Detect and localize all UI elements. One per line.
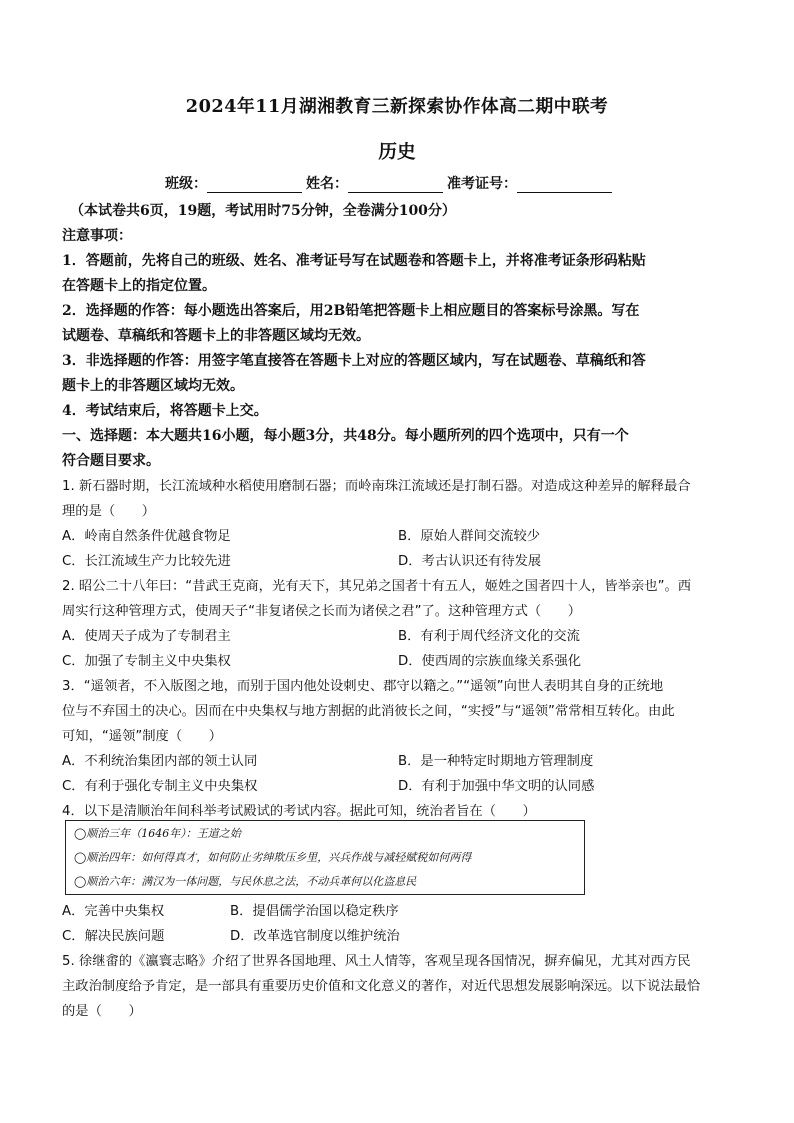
notice-title: 注意事项： bbox=[62, 228, 132, 244]
question-stem: 5. 徐继畬的《瀛寰志略》介绍了世界各国地理、风土人情等，客观呈现各国情况，摒弃偏见，尤其对西方民 bbox=[62, 954, 691, 969]
name-blank[interactable] bbox=[348, 177, 443, 193]
option-a: A．不利统治集团内部的领土认同 bbox=[62, 754, 258, 769]
source-line: ◯顺治六年：满汉为一体问题，与民休息之法，不动兵革何以化盗息民 bbox=[74, 875, 417, 888]
option-c: C．有利于强化专制主义中央集权 bbox=[62, 779, 258, 794]
option-b: B．是一种特定时期地方管理制度 bbox=[398, 754, 594, 769]
option-d: D．考古认识还有待发展 bbox=[398, 554, 542, 569]
option-b: B．原始人群间交流较少 bbox=[398, 529, 541, 544]
notice-line: 1．答题前，先将自己的班级、姓名、准考证号写在试题卷和答题卡上，并将准考证条形码粘贴 bbox=[62, 253, 646, 269]
notice-line: 试题卷、草稿纸和答题卡上的非答题区域均无效。 bbox=[62, 328, 370, 344]
source-line: ◯顺治三年（1646年）：王道之始 bbox=[74, 827, 241, 840]
option-d: D．有利于加强中华文明的认同感 bbox=[398, 779, 595, 794]
option-a: A．完善中央集权 bbox=[62, 904, 165, 919]
option-b: B．有利于周代经济文化的交流 bbox=[398, 629, 580, 644]
option-c: C．长江流域生产力比较先进 bbox=[62, 554, 231, 569]
option-c: C．加强了专制主义中央集权 bbox=[62, 654, 231, 669]
source-line: ◯顺治四年：如何得真才，如何防止劣绅欺压乡里，兴兵作战与减轻赋税如何两得 bbox=[74, 851, 472, 864]
section-heading: 一、选择题：本大题共16小题，每小题3分，共48分。每小题所列的四个选项中，只有一个 bbox=[62, 428, 629, 444]
notice-line: 题卡上的非答题区域均无效。 bbox=[62, 378, 244, 394]
name-label: 姓名： bbox=[306, 176, 348, 192]
question-stem: 4．以下是清顺治年间科举考试殿试的考试内容。据此可知，统治者旨在（ ） bbox=[62, 804, 536, 819]
question-stem: 位与不弃国土的决心。因而在中央集权与地方割据的此消彼长之间，“实授”与“遥领”常常相互转化。由此 bbox=[62, 704, 675, 719]
class-label: 班级： bbox=[165, 176, 207, 192]
option-d: D．使西周的宗族血缘关系强化 bbox=[398, 654, 582, 669]
question-stem: 2. 昭公二十八年曰：“昔武王克商，光有天下，其兄弟之国者十有五人，姬姓之国者四十人，皆举亲也”。西 bbox=[62, 579, 692, 594]
question-stem: 主政治制度给予肯定，是一部具有重要历史价值和文化意义的著作，对近代思想发展影响深远。以下说法最恰 bbox=[62, 979, 701, 994]
section-heading: 符合题目要求。 bbox=[62, 453, 160, 469]
exam-no-blank[interactable] bbox=[517, 177, 612, 193]
question-stem: 的是（ ） bbox=[62, 1004, 142, 1019]
option-b: B．提倡儒学治国以稳定秩序 bbox=[230, 904, 399, 919]
notice-line: 2．选择题的作答：每小题选出答案后，用2B铅笔把答题卡上相应题目的答案标号涂黑。写在 bbox=[62, 303, 640, 319]
option-d: D．改革选官制度以维护统治 bbox=[230, 929, 400, 944]
question-stem: 理的是（ ） bbox=[62, 504, 156, 519]
source-material-box bbox=[65, 820, 585, 895]
notice-line: 3．非选择题的作答：用签字笔直接答在答题卡上对应的答题区域内，写在试题卷、草稿纸和答 bbox=[62, 353, 646, 369]
option-a: A．岭南自然条件优越食物足 bbox=[62, 529, 231, 544]
question-stem: 3．“遥领者，不入版图之地，而别于国内他处设刺史、郡守以籍之。”“遥领”向世人表明其自身的正统地 bbox=[62, 679, 664, 694]
notice-line: 4．考试结束后，将答题卡上交。 bbox=[62, 403, 268, 419]
student-info-row bbox=[165, 173, 616, 193]
exam-title: 2024年11月湖湘教育三新探索协作体高二期中联考 bbox=[185, 96, 609, 117]
option-a: A．使周天子成为了专制君主 bbox=[62, 629, 231, 644]
exam-info: （本试卷共6页，19题，考试用时75分钟，全卷满分100分） bbox=[70, 203, 456, 219]
class-blank[interactable] bbox=[207, 177, 302, 193]
exam-no-label: 准考证号： bbox=[447, 176, 517, 192]
question-stem: 周实行这种管理方式，使周天子“非复诸侯之长而为诸侯之君”了。这种管理方式（ ） bbox=[62, 604, 582, 619]
option-c: C．解决民族问题 bbox=[62, 929, 165, 944]
subject-title: 历史 bbox=[378, 141, 416, 163]
question-stem: 1. 新石器时期，长江流域种水稻使用磨制石器；而岭南珠江流域还是打制石器。对造成这种差异的解释最合 bbox=[62, 479, 691, 494]
notice-line: 在答题卡上的指定位置。 bbox=[62, 278, 216, 294]
question-stem: 可知，“遥领”制度（ ） bbox=[62, 729, 223, 744]
